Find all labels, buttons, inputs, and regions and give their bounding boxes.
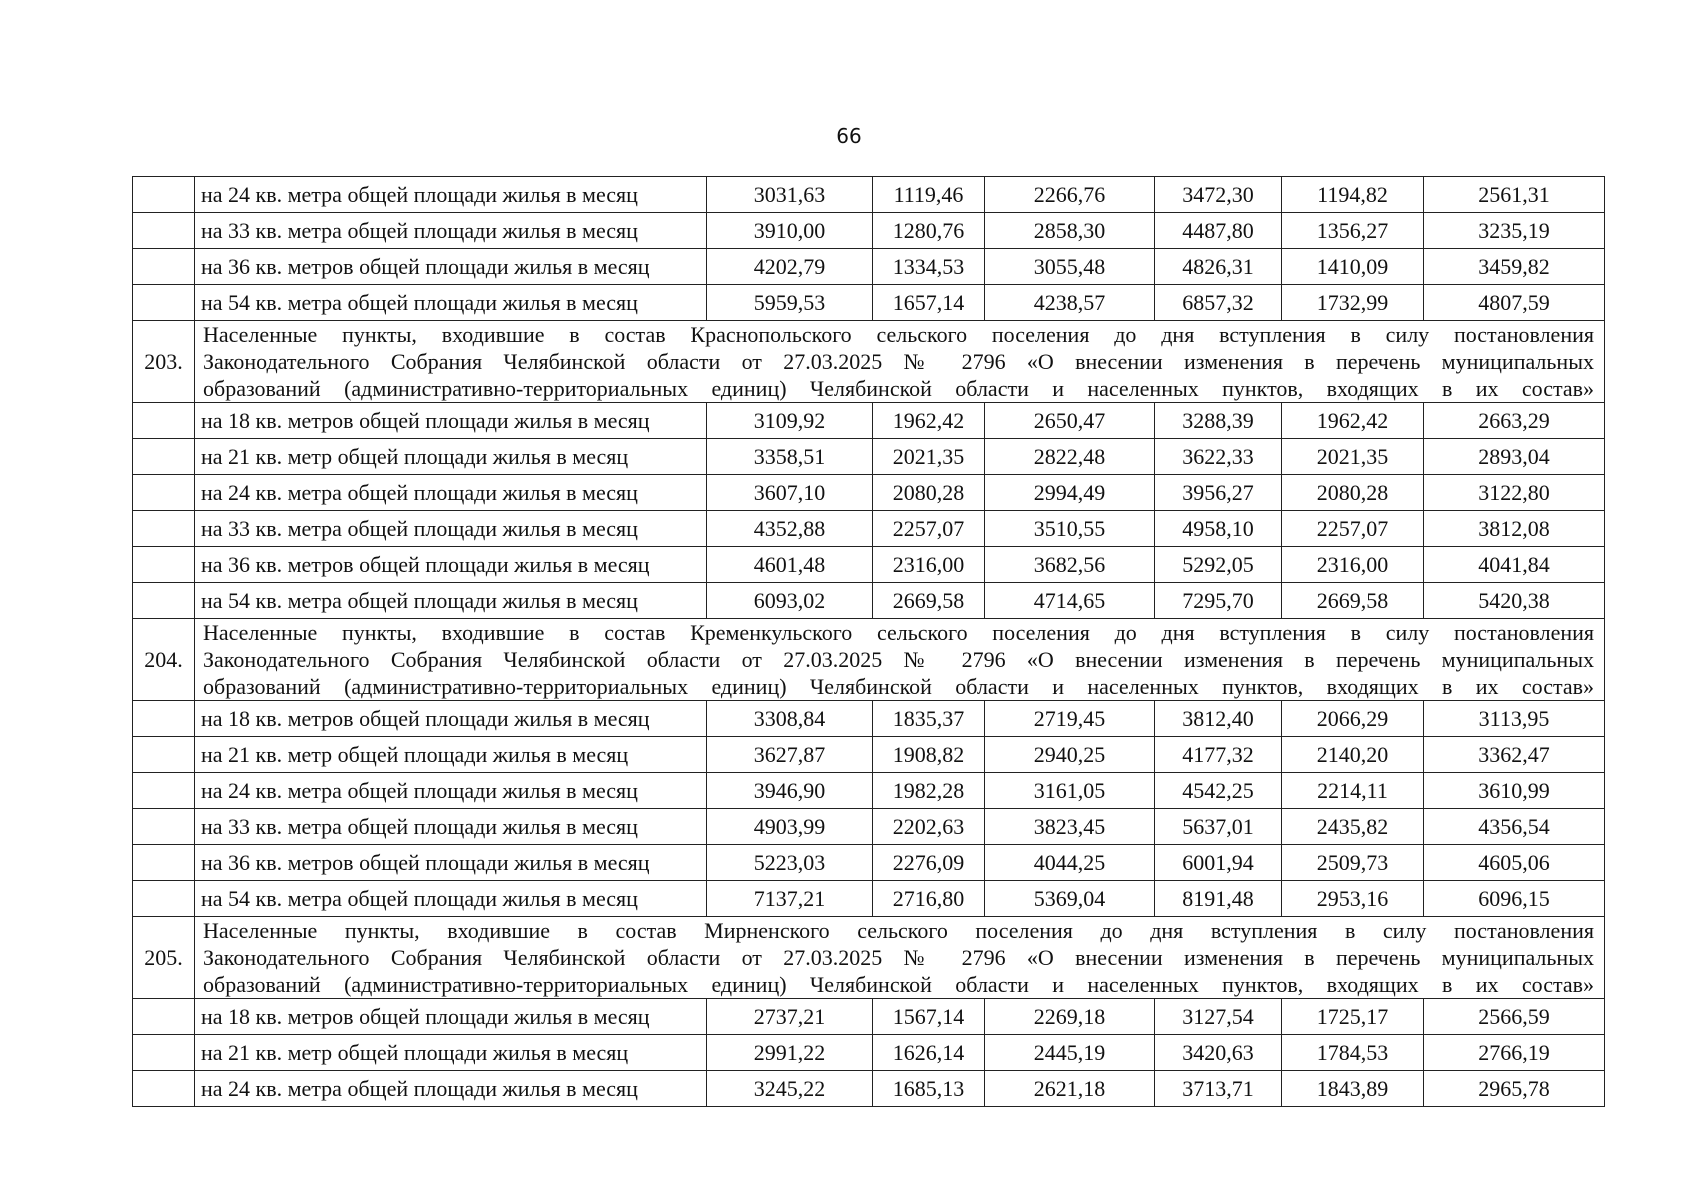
- value-cell: 2202,63: [873, 809, 985, 845]
- value-cell: 3420,63: [1155, 1035, 1282, 1071]
- value-cell: 2669,58: [873, 583, 985, 619]
- value-cell: 4605,06: [1424, 845, 1605, 881]
- value-cell: 1982,28: [873, 773, 985, 809]
- area-norm-label: на 21 кв. метр общей площади жилья в месяц: [195, 439, 707, 475]
- value-cell: 2737,21: [707, 999, 873, 1035]
- row-number-cell: [133, 881, 195, 917]
- value-cell: 7137,21: [707, 881, 873, 917]
- area-norm-label: на 33 кв. метра общей площади жилья в месяц: [195, 213, 707, 249]
- value-cell: 4487,80: [1155, 213, 1282, 249]
- area-norm-label: на 54 кв. метра общей площади жилья в месяц: [195, 881, 707, 917]
- value-cell: 2435,82: [1282, 809, 1424, 845]
- section-description: [195, 321, 1605, 403]
- value-cell: 2316,00: [1282, 547, 1424, 583]
- row-number-cell: [133, 403, 195, 439]
- table-row: [133, 999, 1605, 1035]
- value-cell: 2269,18: [985, 999, 1155, 1035]
- value-cell: 8191,48: [1155, 881, 1282, 917]
- value-cell: 2991,22: [707, 1035, 873, 1071]
- value-cell: 3459,82: [1424, 249, 1605, 285]
- value-cell: 3910,00: [707, 213, 873, 249]
- row-number-cell: [133, 701, 195, 737]
- value-cell: 1732,99: [1282, 285, 1424, 321]
- table-row: [133, 701, 1605, 737]
- value-cell: 1657,14: [873, 285, 985, 321]
- section-description-line: Законодательного Собрания Челябинской области от 27.03.2025 № 2796 «О внесении изменения в перечень муниципальных: [203, 349, 1594, 374]
- section-number: 205.: [133, 917, 195, 999]
- value-cell: 2080,28: [1282, 475, 1424, 511]
- area-norm-label: на 18 кв. метров общей площади жилья в месяц: [195, 701, 707, 737]
- area-norm-label: на 36 кв. метров общей площади жилья в месяц: [195, 547, 707, 583]
- value-cell: 4238,57: [985, 285, 1155, 321]
- table-row: [133, 845, 1605, 881]
- value-cell: 1567,14: [873, 999, 985, 1035]
- table-row: [133, 213, 1605, 249]
- value-cell: 2566,59: [1424, 999, 1605, 1035]
- value-cell: 4807,59: [1424, 285, 1605, 321]
- area-norm-label: на 33 кв. метра общей площади жилья в месяц: [195, 809, 707, 845]
- section-number: 204.: [133, 619, 195, 701]
- value-cell: 3956,27: [1155, 475, 1282, 511]
- value-cell: 4714,65: [985, 583, 1155, 619]
- section-description: [195, 917, 1605, 999]
- section-header-row: [133, 321, 1605, 403]
- value-cell: 2940,25: [985, 737, 1155, 773]
- row-number-cell: [133, 547, 195, 583]
- value-cell: 3308,84: [707, 701, 873, 737]
- value-cell: 2021,35: [1282, 439, 1424, 475]
- area-norm-label: на 54 кв. метра общей площади жилья в месяц: [195, 583, 707, 619]
- row-number-cell: [133, 845, 195, 881]
- section-description-line: образований (административно-территориальных единиц) Челябинской области и населенных пунктов, входящих в их состав»: [203, 674, 1594, 699]
- value-cell: 2080,28: [873, 475, 985, 511]
- value-cell: 1194,82: [1282, 177, 1424, 213]
- value-cell: 6001,94: [1155, 845, 1282, 881]
- table-row: [133, 475, 1605, 511]
- table-row: [133, 249, 1605, 285]
- value-cell: 2214,11: [1282, 773, 1424, 809]
- value-cell: 3122,80: [1424, 475, 1605, 511]
- table-row: [133, 511, 1605, 547]
- value-cell: 3113,95: [1424, 701, 1605, 737]
- table-row: [133, 737, 1605, 773]
- value-cell: 3627,87: [707, 737, 873, 773]
- value-cell: 1685,13: [873, 1071, 985, 1107]
- value-cell: 2766,19: [1424, 1035, 1605, 1071]
- table-row: [133, 1071, 1605, 1107]
- value-cell: 4202,79: [707, 249, 873, 285]
- value-cell: 2316,00: [873, 547, 985, 583]
- value-cell: 3610,99: [1424, 773, 1605, 809]
- value-cell: 2650,47: [985, 403, 1155, 439]
- value-cell: 2066,29: [1282, 701, 1424, 737]
- value-cell: 6096,15: [1424, 881, 1605, 917]
- row-number-cell: [133, 773, 195, 809]
- value-cell: 1962,42: [1282, 403, 1424, 439]
- value-cell: 2276,09: [873, 845, 985, 881]
- row-number-cell: [133, 475, 195, 511]
- value-cell: 7295,70: [1155, 583, 1282, 619]
- area-norm-label: на 24 кв. метра общей площади жилья в месяц: [195, 177, 707, 213]
- tariff-table: [132, 176, 1605, 1107]
- value-cell: 4903,99: [707, 809, 873, 845]
- table-row: [133, 285, 1605, 321]
- value-cell: 4826,31: [1155, 249, 1282, 285]
- row-number-cell: [133, 737, 195, 773]
- value-cell: 2953,16: [1282, 881, 1424, 917]
- section-description-line: образований (административно-территориальных единиц) Челябинской области и населенных пунктов, входящих в их состав»: [203, 376, 1594, 401]
- value-cell: 2719,45: [985, 701, 1155, 737]
- row-number-cell: [133, 583, 195, 619]
- value-cell: 2561,31: [1424, 177, 1605, 213]
- value-cell: 1725,17: [1282, 999, 1424, 1035]
- area-norm-label: на 54 кв. метра общей площади жилья в месяц: [195, 285, 707, 321]
- value-cell: 3812,08: [1424, 511, 1605, 547]
- value-cell: 4542,25: [1155, 773, 1282, 809]
- value-cell: 4177,32: [1155, 737, 1282, 773]
- value-cell: 3622,33: [1155, 439, 1282, 475]
- section-header-row: [133, 619, 1605, 701]
- section-number: 203.: [133, 321, 195, 403]
- value-cell: 6857,32: [1155, 285, 1282, 321]
- table-row: [133, 403, 1605, 439]
- value-cell: 5292,05: [1155, 547, 1282, 583]
- section-description: [195, 619, 1605, 701]
- value-cell: 1334,53: [873, 249, 985, 285]
- value-cell: 3288,39: [1155, 403, 1282, 439]
- section-description-line: Законодательного Собрания Челябинской области от 27.03.2025 № 2796 «О внесении изменения в перечень муниципальных: [203, 647, 1594, 672]
- value-cell: 4041,84: [1424, 547, 1605, 583]
- value-cell: 3055,48: [985, 249, 1155, 285]
- value-cell: 2669,58: [1282, 583, 1424, 619]
- row-number-cell: [133, 249, 195, 285]
- table-row: [133, 439, 1605, 475]
- value-cell: 2822,48: [985, 439, 1155, 475]
- section-description-line: Населенные пункты, входившие в состав Мирненского сельского поселения до дня вступления в силу постановления: [203, 918, 1594, 943]
- value-cell: 2663,29: [1424, 403, 1605, 439]
- value-cell: 3362,47: [1424, 737, 1605, 773]
- value-cell: 4352,88: [707, 511, 873, 547]
- table-row: [133, 1035, 1605, 1071]
- value-cell: 3946,90: [707, 773, 873, 809]
- value-cell: 3031,63: [707, 177, 873, 213]
- value-cell: 3682,56: [985, 547, 1155, 583]
- section-description-line: Законодательного Собрания Челябинской области от 27.03.2025 № 2796 «О внесении изменения в перечень муниципальных: [203, 945, 1594, 970]
- row-number-cell: [133, 439, 195, 475]
- value-cell: 5369,04: [985, 881, 1155, 917]
- value-cell: 2858,30: [985, 213, 1155, 249]
- value-cell: 1356,27: [1282, 213, 1424, 249]
- row-number-cell: [133, 1071, 195, 1107]
- value-cell: 5637,01: [1155, 809, 1282, 845]
- value-cell: 3245,22: [707, 1071, 873, 1107]
- value-cell: 4958,10: [1155, 511, 1282, 547]
- area-norm-label: на 18 кв. метров общей площади жилья в месяц: [195, 403, 707, 439]
- area-norm-label: на 21 кв. метр общей площади жилья в месяц: [195, 737, 707, 773]
- value-cell: 3109,92: [707, 403, 873, 439]
- area-norm-label: на 33 кв. метра общей площади жилья в месяц: [195, 511, 707, 547]
- value-cell: 2716,80: [873, 881, 985, 917]
- area-norm-label: на 36 кв. метров общей площади жилья в месяц: [195, 845, 707, 881]
- value-cell: 3161,05: [985, 773, 1155, 809]
- value-cell: 1843,89: [1282, 1071, 1424, 1107]
- value-cell: 3812,40: [1155, 701, 1282, 737]
- value-cell: 3235,19: [1424, 213, 1605, 249]
- value-cell: 4356,54: [1424, 809, 1605, 845]
- row-number-cell: [133, 511, 195, 547]
- area-norm-label: на 24 кв. метра общей площади жилья в месяц: [195, 773, 707, 809]
- value-cell: 3358,51: [707, 439, 873, 475]
- row-number-cell: [133, 177, 195, 213]
- value-cell: 2509,73: [1282, 845, 1424, 881]
- area-norm-label: на 21 кв. метр общей площади жилья в месяц: [195, 1035, 707, 1071]
- section-description-line: Населенные пункты, входившие в состав Кременкульского сельского поселения до дня вступления в силу постановления: [203, 620, 1594, 645]
- value-cell: 6093,02: [707, 583, 873, 619]
- value-cell: 2621,18: [985, 1071, 1155, 1107]
- value-cell: 1908,82: [873, 737, 985, 773]
- value-cell: 1119,46: [873, 177, 985, 213]
- value-cell: 2445,19: [985, 1035, 1155, 1071]
- table-row: [133, 177, 1605, 213]
- value-cell: 5223,03: [707, 845, 873, 881]
- area-norm-label: на 24 кв. метра общей площади жилья в месяц: [195, 475, 707, 511]
- value-cell: 5959,53: [707, 285, 873, 321]
- value-cell: 2965,78: [1424, 1071, 1605, 1107]
- value-cell: 3823,45: [985, 809, 1155, 845]
- value-cell: 3127,54: [1155, 999, 1282, 1035]
- table-row: [133, 547, 1605, 583]
- table-row: [133, 809, 1605, 845]
- section-header-row: [133, 917, 1605, 999]
- value-cell: 1962,42: [873, 403, 985, 439]
- row-number-cell: [133, 999, 195, 1035]
- value-cell: 1280,76: [873, 213, 985, 249]
- value-cell: 5420,38: [1424, 583, 1605, 619]
- section-description-line: Населенные пункты, входившие в состав Краснопольского сельского поселения до дня вступления в силу постановления: [203, 322, 1594, 347]
- value-cell: 3713,71: [1155, 1071, 1282, 1107]
- value-cell: 2257,07: [1282, 511, 1424, 547]
- row-number-cell: [133, 809, 195, 845]
- value-cell: 2257,07: [873, 511, 985, 547]
- section-description-line: образований (административно-территориальных единиц) Челябинской области и населенных пунктов, входящих в их состав»: [203, 972, 1594, 997]
- value-cell: 4044,25: [985, 845, 1155, 881]
- value-cell: 1835,37: [873, 701, 985, 737]
- value-cell: 4601,48: [707, 547, 873, 583]
- value-cell: 2893,04: [1424, 439, 1605, 475]
- value-cell: 2994,49: [985, 475, 1155, 511]
- table-row: [133, 881, 1605, 917]
- area-norm-label: на 18 кв. метров общей площади жилья в месяц: [195, 999, 707, 1035]
- table-row: [133, 583, 1605, 619]
- value-cell: 2140,20: [1282, 737, 1424, 773]
- value-cell: 3607,10: [707, 475, 873, 511]
- area-norm-label: на 36 кв. метров общей площади жилья в месяц: [195, 249, 707, 285]
- area-norm-label: на 24 кв. метра общей площади жилья в месяц: [195, 1071, 707, 1107]
- value-cell: 2266,76: [985, 177, 1155, 213]
- page-number: 66: [836, 124, 862, 148]
- value-cell: 1784,53: [1282, 1035, 1424, 1071]
- value-cell: 3510,55: [985, 511, 1155, 547]
- value-cell: 3472,30: [1155, 177, 1282, 213]
- value-cell: 1410,09: [1282, 249, 1424, 285]
- row-number-cell: [133, 285, 195, 321]
- value-cell: 2021,35: [873, 439, 985, 475]
- table-row: [133, 773, 1605, 809]
- row-number-cell: [133, 213, 195, 249]
- value-cell: 1626,14: [873, 1035, 985, 1071]
- row-number-cell: [133, 1035, 195, 1071]
